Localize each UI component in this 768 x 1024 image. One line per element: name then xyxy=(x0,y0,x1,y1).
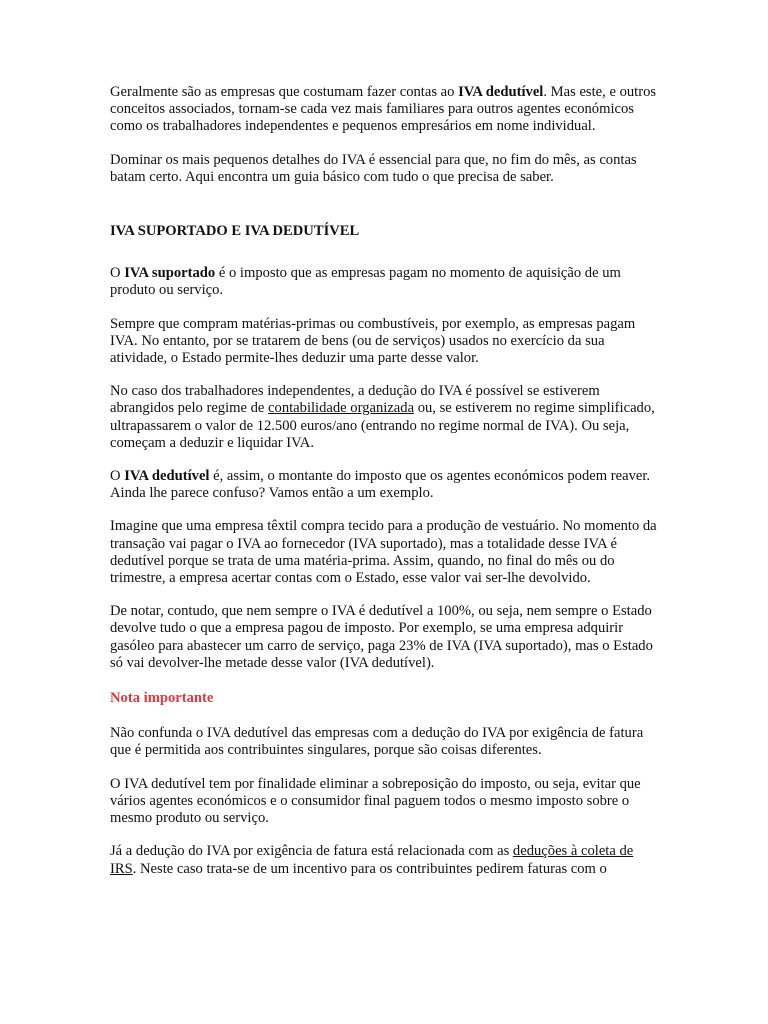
text: ou, se estiverem no regime simplificado, ultrapassarem o valor de 12.500 euros/ano (entrando no regime normal de IVA). Ou seja, começam a deduzir e liquidar IVA. xyxy=(110,400,655,451)
bold-term-iva-suportado: IVA suportado xyxy=(124,265,216,282)
paragraph-iva-dedutivel xyxy=(110,468,660,502)
section-heading: IVA SUPORTADO E IVA DEDUTÍVEL xyxy=(110,223,360,240)
text: Já a dedução do IVA por exigência de fatura está relacionada com as xyxy=(110,843,513,860)
paragraph-trabalhadores-independentes xyxy=(110,383,660,452)
text: . Mas este, e outros conceitos associados, tornam-se cada vez mais familiares para outros agentes económicos como os trabalhadores independentes e pequenos empresários em nome individual. xyxy=(110,84,657,135)
bold-term-iva-dedutivel: IVA dedutível xyxy=(124,468,210,485)
link-deducoes-coleta-irs[interactable]: deduções à coleta de IRS xyxy=(110,843,634,877)
text: . Neste caso trata-se de um incentivo para os contribuintes pedirem faturas com o xyxy=(132,860,607,877)
paragraph-deducao-fatura xyxy=(110,843,660,877)
paragraph-finalidade: O IVA dedutível tem por finalidade eliminar a sobreposição do imposto, ou seja, evitar que vários agentes económicos e o consumidor final paguem todos o mesmo imposto sobre o mesmo produto ou serviço. xyxy=(110,775,641,827)
link-contabilidade-organizada[interactable]: contabilidade organizada xyxy=(268,400,415,417)
document-page xyxy=(110,84,660,894)
paragraph-guide: Dominar os mais pequenos detalhes do IVA é essencial para que, no fim do mês, as contas batam certo. Aqui encontra um guia básico com tudo o que precisa de saber. xyxy=(110,151,637,185)
paragraph-materias-primas: Sempre que compram matérias-primas ou combustíveis, por exemplo, as empresas pagam IVA. No entanto, por se tratarem de bens (ou de serviços) usados no exercício da sua atividade, o Estado permite-lhes deduzir uma parte desse valor. xyxy=(110,315,636,367)
text: O xyxy=(110,468,125,485)
note-heading: Nota importante xyxy=(110,690,214,707)
bold-term-iva-dedutivel: IVA dedutível xyxy=(458,84,544,100)
text: é, assim, o montante do imposto que os agentes económicos podem reaver. Ainda lhe parece confuso? Vamos então a um exemplo. xyxy=(110,468,651,502)
paragraph-de-notar: De notar, contudo, que nem sempre o IVA é dedutível a 100%, ou seja, nem sempre o Estado devolve tudo o que a empresa pagou de imposto. Por exemplo, se uma empresa adquirir gasóleo para abastecer um carro de serviço, paga 23% de IVA (IVA suportado), mas o Estado só vai devolver-lhe metade desse valor (IVA dedutível). xyxy=(110,603,653,671)
paragraph-nao-confunda: Não confunda o IVA dedutível das empresas com a dedução do IVA por exigência de fatura que é permitida aos contribuintes singulares, porque são coisas diferentes. xyxy=(110,725,644,759)
text: Geralmente são as empresas que costumam fazer contas ao xyxy=(110,84,459,100)
paragraph-iva-suportado xyxy=(110,265,660,299)
text: No caso dos trabalhadores independentes, a dedução do IVA é possível se estiverem abrangidos pelo regime de xyxy=(110,383,600,417)
paragraph-exemplo-textil: Imagine que uma empresa têxtil compra tecido para a produção de vestuário. No momento da transação vai pagar o IVA ao fornecedor (IVA suportado), mas a totalidade desse IVA é dedutível porque se trata de uma matéria-prima. Assim, quando, no final do mês ou do trimestre, a empresa acertar contas com o Estado, esse valor vai ser-lhe devolvido. xyxy=(110,518,657,587)
text: é o imposto que as empresas pagam no momento de aquisição de um produto ou serviço. xyxy=(110,265,621,299)
text: O xyxy=(110,265,125,282)
paragraph-intro xyxy=(110,84,660,136)
